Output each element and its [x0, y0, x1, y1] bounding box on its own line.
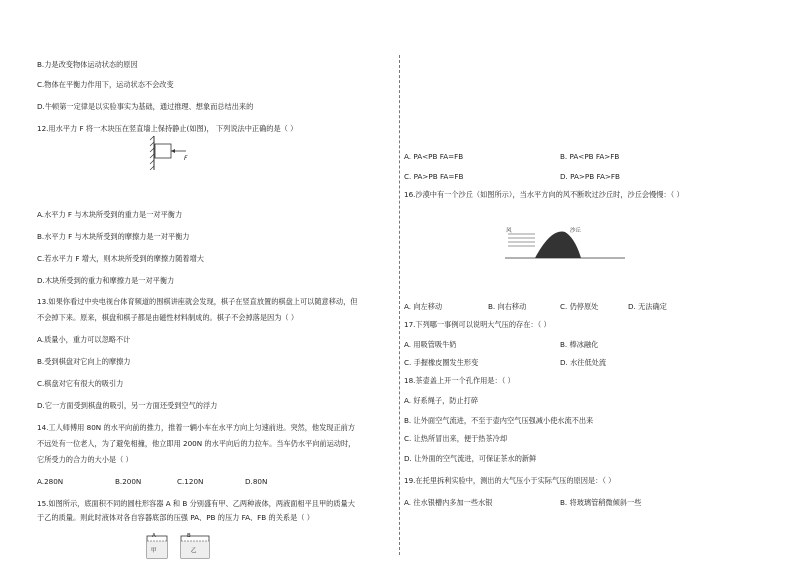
q13-option-a: A.质量小，重力可以忽略不计	[37, 335, 131, 344]
q16-dune-label: 沙丘	[570, 228, 582, 234]
q13-option-c: C.棋盘对它有很大的吸引力	[37, 379, 124, 388]
q15-container-a-label: A	[152, 533, 156, 539]
q16-option-a: A. 向左移动	[404, 302, 443, 311]
column-divider	[399, 55, 400, 555]
q18-option-d: D. 让外面的空气流进，可保证茶水的新鲜	[404, 454, 537, 463]
q15-stem-line1: 15.如图所示，底面积不同的圆柱形容器 A 和 B 分别盛有甲、乙两种液体，两液面相平且甲的质量大	[37, 499, 355, 508]
q12-option-c: C.若水平力 F 增大，则木块所受到的摩擦力随着增大	[37, 254, 204, 263]
q13-option-d: D.它一方面受到棋盘的吸引，另一方面还受到空气的浮力	[37, 401, 218, 410]
q18-option-a: A. 好系绳子，防止打碎	[404, 396, 479, 405]
q18-option-b: B. 让外面空气流进，不至于壶内空气压强减小使水流不出来	[404, 416, 594, 425]
q16-stem: 16.沙漠中有一个沙丘（如图所示），当水平方向的风不断吹过沙丘时，沙丘会慢慢：（ ）	[404, 190, 684, 199]
q17-option-a: A. 用吸管吸牛奶	[404, 340, 457, 349]
q17-option-b: B. 棒冰融化	[560, 340, 599, 349]
q15-option-a: A. PA<PB FA=FB	[404, 152, 464, 161]
q12-stem: 12.用水平力 F 将一木块压在竖直墙上保持静止(如图)， 下列说法中正确的是（ ）	[37, 124, 298, 133]
q15-container-b-label: B	[187, 533, 191, 539]
q13-option-b: B.受到棋盘对它向上的摩擦力	[37, 357, 131, 366]
q18-option-c: C. 让热所冒出来，便于热茶冷却	[404, 434, 508, 443]
q15-stem-line2: 于乙的质量。则此时液体对各自容器底部的压强 PA、PB 的压力 FA、FB 的关系是（ ）	[37, 513, 314, 522]
q18-stem: 18.茶壶盖上开一个孔作用是：（ ）	[404, 376, 515, 385]
q16-option-c: C. 仍停原处	[560, 302, 599, 311]
q16-dune-figure	[505, 224, 625, 260]
q14-stem-line3: 它所受力的合力的大小是（ ）	[37, 455, 133, 464]
q15-option-b: B. PA<PB FA>FB	[560, 152, 620, 161]
q17-option-d: D. 水往低处流	[560, 358, 607, 367]
q13-stem-line1: 13.如果你看过中央电视台体育频道的围棋讲座就会发现，棋子在竖直放置的棋盘上可以随意移动，但	[37, 297, 358, 306]
q14-option-d: D.80N	[245, 477, 268, 486]
q17-stem: 17.下列哪一事例可以说明大气压的存在：（ ）	[404, 320, 551, 329]
q15-liquid-b-label: 乙	[191, 548, 197, 554]
q19-option-a: A. 往水银槽内多加一些水银	[404, 498, 493, 507]
q14-option-a: A.280N	[37, 477, 64, 486]
q14-stem-line2: 不远处有一位老人，为了避免相撞，他立即用 200N 的水平向后的力拉车。当车仍水平向前运动时，	[37, 439, 356, 448]
q11-option-b: B.力是改变物体运动状态的原因	[37, 60, 138, 69]
q14-stem-line1: 14.工人师傅用 80N 的水平向前的推力，推着一辆小车在水平方向上匀速前进。突然，他发现正前方	[37, 423, 356, 432]
q15-option-c: C. PA>PB FA=FB	[404, 172, 464, 181]
q12-wall-figure	[150, 136, 195, 172]
q12-force-label: F	[184, 155, 188, 162]
q16-option-b: B. 向右移动	[488, 302, 527, 311]
q19-stem: 19.在托里拆利实验中，测出的大气压小于实际气压的原因是：（ ）	[404, 476, 616, 485]
q11-option-d: D.牛顿第一定律是以实验事实为基础，通过推理、想象而总结出来的	[37, 102, 254, 111]
q19-option-b: B. 将玻璃管稍微倾斜一些	[560, 498, 642, 507]
q12-option-b: B.水平力 F 与木块所受到的摩擦力是一对平衡力	[37, 232, 190, 241]
q11-option-c: C.物体在平衡力作用下，运动状态不会改变	[37, 80, 174, 89]
q12-option-a: A.水平力 F 与木块所受到的重力是一对平衡力	[37, 210, 183, 219]
q15-option-d: D. PA>PB FA>FB	[560, 172, 620, 181]
q16-option-d: D. 无法确定	[628, 302, 667, 311]
q16-wind-label: 风	[506, 228, 512, 234]
q13-stem-line2: 不会掉下来。原来，棋盘和棋子都是由磁性材料制成的。棋子不会掉落是因为（ ）	[37, 313, 299, 322]
q15-liquid-a-label: 甲	[151, 548, 157, 554]
q14-option-c: C.120N	[177, 477, 204, 486]
q14-option-b: B.200N	[115, 477, 142, 486]
q17-option-c: C. 手握橡皮圈发生形变	[404, 358, 479, 367]
q12-option-d: D.木块所受到的重力和摩擦力是一对平衡力	[37, 276, 175, 285]
